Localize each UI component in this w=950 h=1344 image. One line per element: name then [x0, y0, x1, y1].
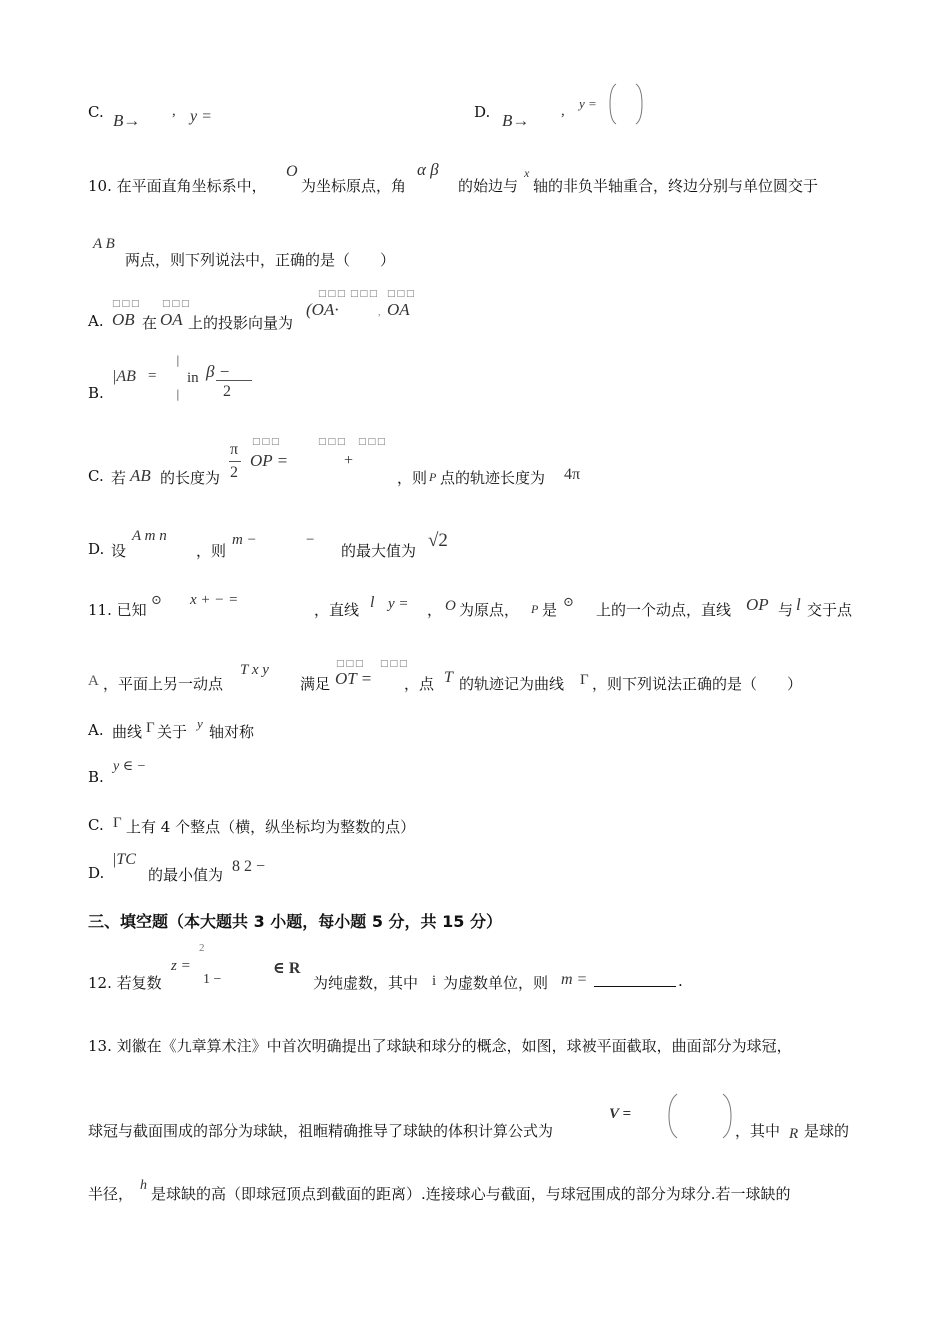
- question-text: 上有 4 个整点（横，纵坐标均为整数的点）: [126, 818, 416, 836]
- question-text: 为纯虚数，其中: [313, 974, 419, 992]
- math-var: P: [531, 602, 539, 616]
- math-expr: ∈ R: [273, 960, 301, 977]
- question-text: 是: [542, 601, 558, 619]
- math-var: O: [286, 163, 298, 180]
- question-text: 是球缺的高（即球冠顶点到截面的距离）.连接球心与截面，与球冠围成的部分为球分.若一球缺的: [151, 1185, 791, 1203]
- circle-dot-icon: ⊙: [151, 592, 162, 607]
- question-text: ，: [427, 601, 443, 619]
- math-expr: m =: [561, 971, 588, 988]
- question-text: 为原点，: [459, 601, 520, 619]
- math-expr: A m n: [132, 528, 167, 544]
- math-var: T: [444, 669, 453, 686]
- math-expr: |AB: [112, 368, 136, 385]
- question-text: 点的轨迹长度为: [440, 469, 546, 487]
- math-expr: B→: [113, 111, 141, 130]
- question-text: 的始边与: [458, 177, 519, 195]
- vector-arrow-icon: □□□: [112, 299, 141, 309]
- math-expr: OA: [160, 310, 183, 329]
- question-text: 的轨迹记为曲线: [459, 675, 565, 693]
- question-text: ，则: [196, 542, 227, 560]
- math-expr: 8 2 −: [232, 858, 266, 875]
- question-text: 交于点: [807, 601, 853, 619]
- answer-blank[interactable]: [594, 972, 676, 987]
- question-text: 上的一个动点，直线: [596, 601, 732, 619]
- vector-arrow-icon: □□□: [387, 289, 416, 299]
- math-expr: in: [187, 370, 199, 386]
- vector-arrow-icon: □□□: [318, 289, 347, 299]
- option-label: C.: [88, 816, 104, 834]
- math-var: α β: [417, 160, 439, 179]
- question-text: 是球的: [804, 1122, 850, 1140]
- vector-arrow-icon: □□□: [252, 437, 281, 447]
- math-expr: z =: [171, 958, 191, 974]
- circle-dot-icon: ⊙: [563, 594, 574, 609]
- question-text: 上的投影向量为: [188, 314, 294, 332]
- option-label: B.: [88, 768, 104, 786]
- math-expr: 2: [230, 464, 238, 481]
- math-var: h: [140, 1178, 147, 1193]
- math-expr: π: [230, 441, 239, 458]
- math-expr: OT =: [335, 669, 373, 688]
- math-var: Γ: [113, 815, 122, 831]
- math-expr: −: [306, 532, 315, 548]
- option-label: D.: [88, 540, 105, 558]
- question-text: 轴的非负半轴重合，终边分别与单位圆交于: [533, 177, 819, 195]
- question-text: 设: [111, 542, 127, 560]
- math-var: x: [524, 166, 530, 180]
- math-var: Γ: [146, 720, 155, 736]
- question-text: 球冠与截面围成的部分为球缺，祖暅精确推导了球缺的体积计算公式为: [88, 1122, 554, 1140]
- question-text: 与: [778, 601, 794, 619]
- question-text: 为虚数单位，则: [443, 974, 549, 992]
- math-expr: +: [344, 452, 354, 469]
- question-text: 在: [142, 314, 158, 332]
- math-var: l: [370, 594, 375, 611]
- question-text: 曲线: [112, 723, 143, 741]
- math-expr: y =: [388, 596, 409, 612]
- math-expr: √2: [428, 530, 448, 551]
- separator: ,: [378, 306, 381, 318]
- math-var: y: [197, 716, 203, 731]
- vector-arrow-icon: □□□: [162, 299, 191, 309]
- math-expr: OP: [746, 595, 769, 614]
- math-expr: β −: [206, 362, 231, 381]
- math-var: i: [432, 973, 437, 989]
- math-expr: V =: [609, 1106, 632, 1122]
- math-expr: m −: [232, 532, 257, 548]
- math-expr: T x y: [240, 662, 269, 678]
- question-text: 满足: [300, 675, 331, 693]
- option-label: D.: [88, 864, 105, 882]
- math-expr: (OA·: [306, 300, 339, 319]
- option-label: C.: [88, 467, 104, 485]
- question-text: 轴对称: [209, 723, 255, 741]
- math-expr: 1 −: [203, 972, 222, 987]
- vector-arrow-icon: □□□: [350, 289, 379, 299]
- math-expr: B→: [502, 111, 530, 130]
- math-expr: y =: [579, 96, 597, 111]
- question-text: 10. 在平面直角坐标系中，: [88, 177, 267, 195]
- option-label: A.: [88, 721, 104, 739]
- question-text: ，点: [404, 675, 435, 693]
- fraction-bar: [216, 380, 252, 381]
- question-text: 关于: [157, 723, 188, 741]
- question-text: ，直线: [314, 601, 360, 619]
- question-text: ，平面上另一动点: [103, 675, 224, 693]
- math-expr: =: [148, 368, 157, 384]
- piecewise-brace-icon: [608, 80, 644, 128]
- vector-arrow-icon: □□□: [380, 659, 409, 669]
- math-var: R: [789, 1126, 799, 1142]
- math-expr: y ∈ −: [113, 759, 147, 774]
- question-text: 为坐标原点，角: [301, 177, 407, 195]
- option-label: C.: [88, 103, 104, 121]
- math-expr: |TC: [112, 851, 136, 868]
- math-var: A B: [93, 236, 115, 252]
- math-expr: OA: [387, 300, 410, 319]
- math-var: P: [429, 470, 437, 484]
- math-var: O: [445, 598, 456, 614]
- vector-arrow-icon: □□□: [318, 437, 347, 447]
- question-text: ，则: [397, 469, 428, 487]
- question-text: 的最小值为: [148, 866, 224, 884]
- option-label: A.: [88, 312, 104, 330]
- question-text: ，则下列说法正确的是（ ）: [592, 675, 803, 693]
- abs-bar: |: [176, 354, 180, 367]
- math-var: l: [796, 595, 801, 614]
- question-text: ，其中: [735, 1122, 781, 1140]
- separator: ,: [561, 103, 565, 119]
- math-expr: 2: [223, 383, 231, 400]
- question-text: 12. 若复数: [88, 974, 162, 992]
- math-var: Γ: [580, 672, 589, 688]
- math-expr: OB: [112, 310, 135, 329]
- question-text: 11. 已知: [88, 601, 147, 619]
- section-title: 三、填空题（本大题共 3 小题，每小题 5 分，共 15 分）: [88, 912, 502, 931]
- math-expr: 2: [199, 942, 205, 954]
- question-text: 两点，则下列说法中，正确的是（ ）: [125, 251, 396, 269]
- question-text: 13. 刘徽在《九章算术注》中首次明确提出了球缺和球分的概念，如图，球被平面截取，曲面部分为球冠，: [88, 1037, 792, 1055]
- question-text: 的最大值为: [341, 542, 417, 560]
- question-text: 的长度为: [160, 469, 221, 487]
- formula-paren-icon: [665, 1090, 735, 1142]
- separator: ,: [172, 103, 176, 119]
- math-var: A: [88, 673, 99, 689]
- fraction-bar: [229, 461, 241, 462]
- vector-arrow-icon: □□□: [358, 437, 387, 447]
- option-label: D.: [474, 103, 491, 121]
- math-expr: x + − =: [190, 592, 239, 608]
- vector-arrow-icon: □□□: [336, 659, 365, 669]
- abs-bar: |: [176, 388, 180, 401]
- question-text: 若: [111, 469, 127, 487]
- math-expr: OP =: [250, 451, 289, 470]
- math-expr: y =: [190, 108, 212, 125]
- option-label: B.: [88, 384, 104, 402]
- question-text: .: [678, 972, 683, 990]
- math-expr: AB: [130, 466, 151, 485]
- question-text: 半径，: [88, 1185, 134, 1203]
- math-expr: 4π: [564, 466, 581, 483]
